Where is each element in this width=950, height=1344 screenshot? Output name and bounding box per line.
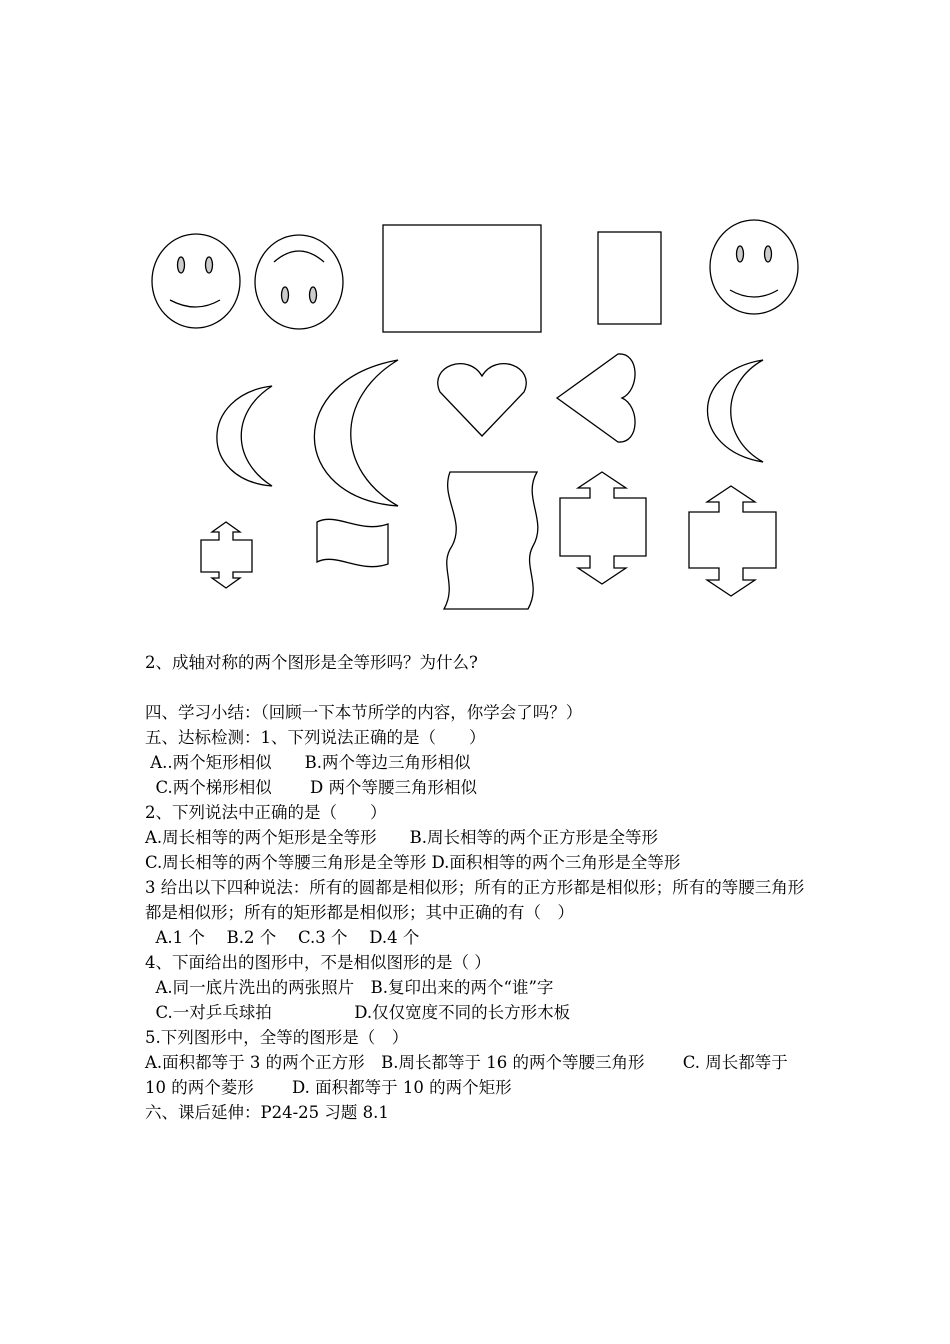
double-arrow-small [201, 522, 252, 588]
section-summary: 四、学习小结：（回顾一下本节所学的内容，你学会了吗？） [145, 703, 583, 722]
small-rectangle [598, 232, 661, 324]
test3-question: 3 给出以下四种说法：所有的圆都是相似形；所有的正方形都是相似形；所有的等腰三角形都是相似形；所有的矩形都是相似形；其中正确的有（ ） [145, 878, 805, 922]
test4-options-ab: A.同一底片洗出的两张照片 B.复印出来的两个“谁”字 [145, 978, 554, 997]
wavy-flag-large [444, 472, 538, 609]
worksheet-text [145, 650, 810, 1125]
test5-question: 5.下列图形中，全等的图形是（ ） [145, 1028, 409, 1047]
wavy-flag-small [317, 519, 388, 566]
double-arrow-large [689, 486, 776, 596]
test4-question: 4、下面给出的图形中，不是相似图形的是（ ） [145, 953, 491, 972]
test1-options-cd: C.两个梯形相似 D 两个等腰三角形相似 [145, 778, 477, 797]
crescent-large [314, 360, 398, 506]
crescent-right [707, 360, 763, 462]
heart-upright [438, 364, 526, 436]
large-rectangle [383, 225, 541, 332]
figures-panel [0, 0, 950, 620]
test3-options: A.1 个 B.2 个 C.3 个 D.4 个 [145, 928, 420, 947]
test5-options: A.面积都等于 3 的两个正方形 B.周长都等于 16 的两个等腰三角形 C. 周长都等于 10 的两个菱形 D. 面积都等于 10 的两个矩形 [145, 1053, 788, 1097]
test4-options-cd: C.一对乒乓球拍 D.仅仅宽度不同的长方形木板 [145, 1003, 571, 1022]
smiley-face-1 [152, 234, 240, 328]
frowning-face [255, 235, 343, 329]
blank-line [145, 675, 810, 700]
smiley-face-2 [710, 220, 798, 314]
test2-options-cd: C.周长相等的两个等腰三角形是全等形 D.面积相等的两个三角形是全等形 [145, 853, 681, 872]
heart-rotated [557, 354, 635, 442]
double-arrow-medium [560, 472, 646, 584]
crescent-small [217, 386, 272, 486]
test2-options-ab: A.周长相等的两个矩形是全等形 B.周长相等的两个正方形是全等形 [145, 828, 659, 847]
question-2-symmetry: 2、成轴对称的两个图形是全等形吗？为什么? [145, 653, 478, 672]
test1-options-ab: A..两个矩形相似 B.两个等边三角形相似 [145, 753, 471, 772]
section-test-heading: 五、达标检测：1、下列说法正确的是（ ） [145, 728, 486, 747]
test2-question: 2、下列说法中正确的是（ ） [145, 803, 387, 822]
section-extension: 六、课后延伸：P24-25 习题 8.1 [145, 1103, 389, 1122]
